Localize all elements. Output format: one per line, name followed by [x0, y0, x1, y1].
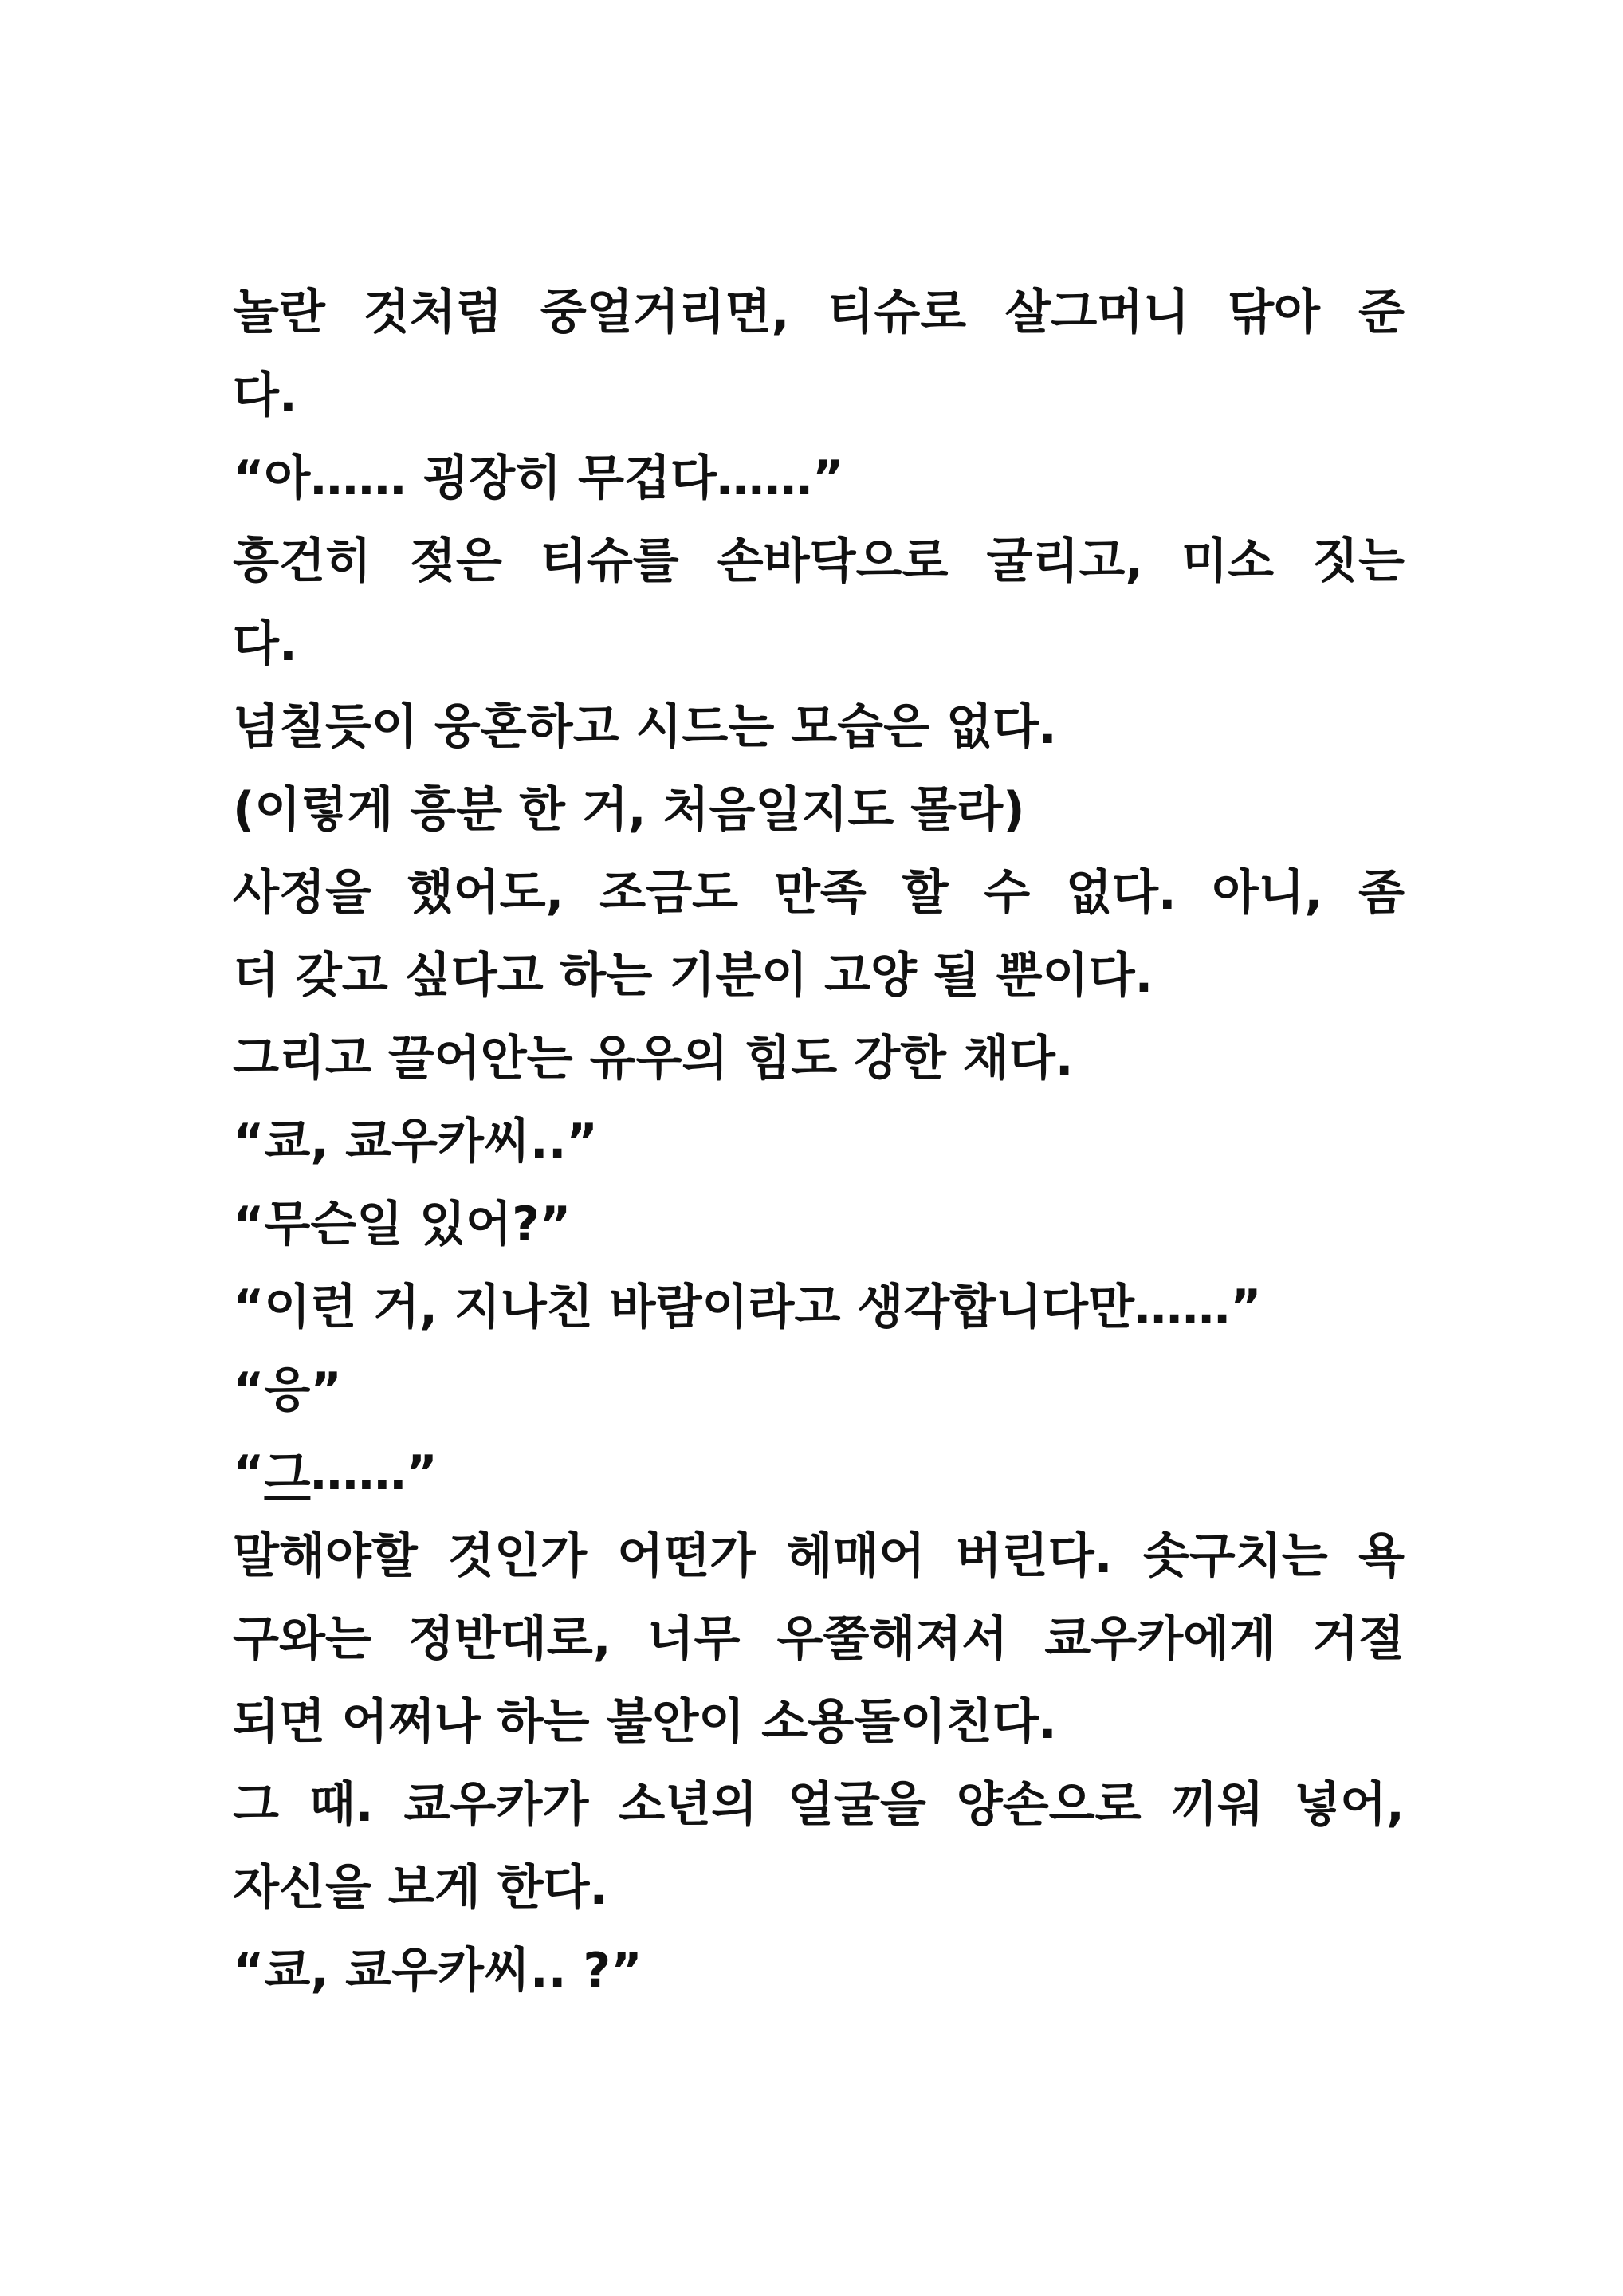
word: 미소: [1181, 533, 1275, 589]
word: 욕: [1358, 1528, 1405, 1584]
word: 어떤가: [617, 1528, 756, 1584]
text-line: 자신을 보게 한다.: [233, 1860, 608, 1916]
word: 할: [902, 865, 949, 921]
word: 아니,: [1212, 865, 1323, 921]
line-suffix: ……”: [310, 1445, 438, 1501]
word: 얼굴을: [787, 1777, 926, 1833]
word: 넣어,: [1294, 1777, 1405, 1833]
text-line: “쿄, 쿄우카씨..”: [233, 1114, 598, 1170]
text-line: “이런 거, 지나친 바람이라고 생각합니다만……”: [233, 1280, 1262, 1335]
word: 준: [1358, 285, 1405, 340]
text-line: 그리고 끌어안는 유우의 힘도 강한 채다.: [233, 1031, 1074, 1087]
word: 손바닥으로: [717, 533, 949, 589]
text-line: [233, 1432, 1405, 1515]
word: 짓는: [1312, 533, 1405, 589]
word: 양손으로: [956, 1777, 1142, 1833]
word: 쿄우카가: [403, 1777, 589, 1833]
word: 했어도,: [407, 865, 564, 921]
text-line: 더 갖고 싶다고 하는 기분이 고양 될 뿐이다.: [233, 948, 1153, 1004]
word: 수: [984, 865, 1031, 921]
word: 중얼거리면,: [540, 285, 790, 340]
word: 좀: [1358, 865, 1405, 921]
word: 것처럼: [363, 285, 502, 340]
text-line: [233, 271, 1405, 354]
underlined-word: 그: [264, 1445, 311, 1501]
word: 놀란: [233, 285, 325, 340]
word: 때.: [308, 1777, 374, 1833]
text-line: “쿄, 쿄우카씨.. ?”: [233, 1943, 643, 1999]
word: 거절: [1312, 1611, 1405, 1667]
word: 소년의: [619, 1777, 758, 1833]
word: 닦아: [1228, 285, 1320, 340]
word: 티슈로: [827, 285, 967, 340]
text-line: 넘칠듯이 웅혼하고 시드는 모습은 없다.: [233, 699, 1057, 755]
word: 너무: [647, 1611, 741, 1667]
text-line: 다.: [233, 368, 297, 423]
body-text: [233, 271, 1405, 2012]
word: 흥건히: [233, 533, 371, 589]
word: 쿄우카에게: [1044, 1611, 1276, 1667]
word: 굴리고,: [986, 533, 1144, 589]
word: 정반대로,: [407, 1611, 611, 1667]
word: 사정을: [233, 865, 371, 921]
word: 조금도: [599, 865, 739, 921]
word: 젖은: [409, 533, 502, 589]
word: 것인가: [448, 1528, 588, 1584]
word: 끼워: [1171, 1777, 1264, 1833]
text-line: “무슨일 있어?”: [233, 1197, 572, 1252]
word: 만족: [773, 865, 867, 921]
word: 살그머니: [1004, 285, 1190, 340]
word: 말해야할: [233, 1528, 418, 1584]
word: 우쭐해져서: [776, 1611, 1008, 1667]
text-line: [233, 851, 1405, 934]
line-prefix: “: [233, 1445, 265, 1501]
word: 그: [233, 1777, 279, 1833]
text-line: (이렇게 흥분 한 거, 처음일지도 몰라): [233, 782, 1025, 838]
text-line: [233, 1515, 1405, 1598]
word: 구와는: [233, 1611, 371, 1667]
word: 버린다.: [955, 1528, 1113, 1584]
text-line: [233, 520, 1405, 603]
word: 헤매어: [786, 1528, 925, 1584]
word: 솟구치는: [1142, 1528, 1328, 1584]
text-line: “응”: [233, 1362, 342, 1418]
text-line: 되면 어쩌나 하는 불안이 소용돌이친다.: [233, 1694, 1057, 1750]
word: 없다.: [1066, 865, 1177, 921]
text-line: [233, 1763, 1405, 1846]
text-line: [233, 1598, 1405, 1681]
text-line: “아…… 굉장히 무겁다……”: [233, 450, 844, 506]
word: 티슈를: [540, 533, 679, 589]
text-line: 다.: [233, 616, 297, 672]
